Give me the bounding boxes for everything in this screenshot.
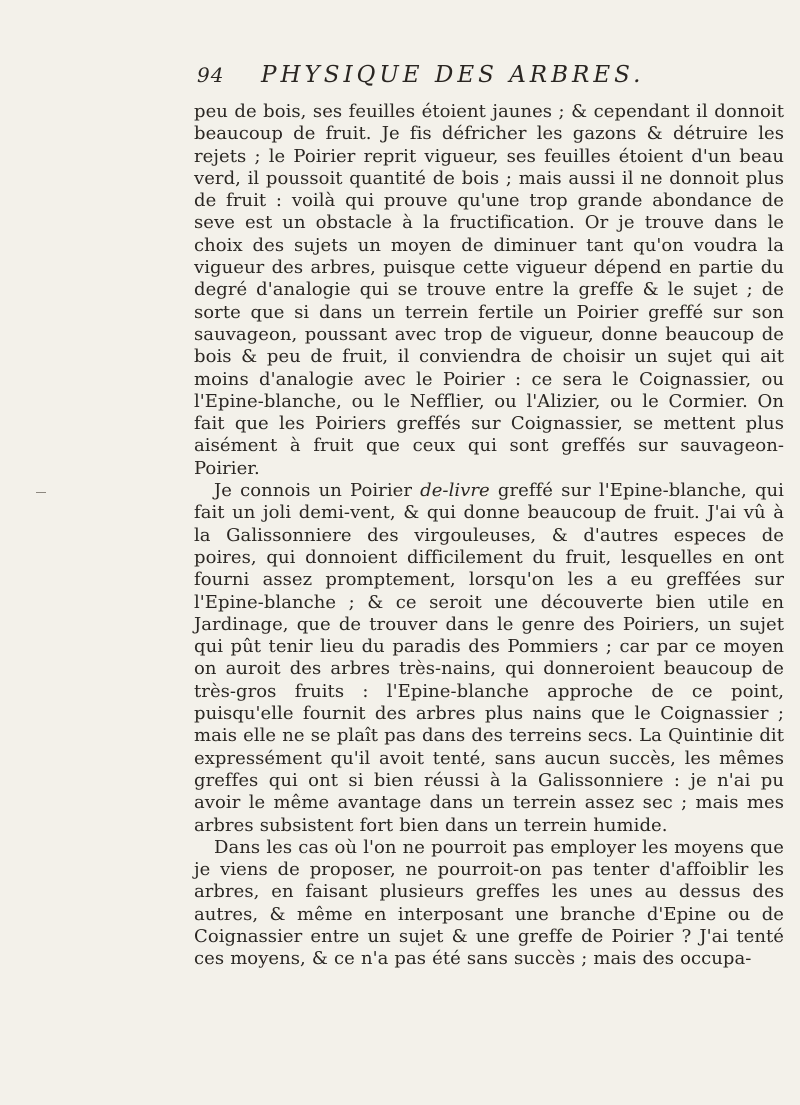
paragraph-text: Dans les cas où l'on ne pourroit pas employer les moyens que je viens de proposer, ne pourroit-on pas tenter d'affoiblir les arbres, en faisant plusieurs greffes les unes au dessus des autres, & même en interposant une branche d'Epine ou de Coignassier entre un sujet & une greffe de Poirier ? J'ai tenté ces moyens, & ce n'a pas été sans succès ; mais des occupa- [194,836,784,970]
paragraph-text: peu de bois, ses feuilles étoient jaunes ; & cependant il donnoit beaucoup de fruit. Je fis défricher les gazons & détruire les rejets ; le Poirier reprit vigueur, ses feuilles étoient d'un beau verd, il poussoit quantité de bois ; mais aussi il ne donnoit plus de fruit : voilà qui prouve qu'une trop grande abondance de seve est un obstacle à la fructification. Or je trouve dans le choix des sujets un moyen de diminuer tant qu'on voudra la vigueur des arbres, puisque cette vigueur dépend en partie du degré d'analogie qui se trouve entre la greffe & le sujet ; de sorte que si dans un terrein fertile un Poirier greffé sur son sauvageon, poussant avec trop de vigueur, donne beaucoup de bois & peu de fruit, il conviendra de choisir un sujet qui ait moins d'analogie avec le Poirier : ce sera le Coignassier, ou l'Epine-blanche, ou le Nefflier, ou l'Alizier, ou le Cormier. On fait que les Poiriers greffés sur Coignassier, se mettent plus aisément à fruit que ceux qui sont greffés sur sauvageon-Poirier. [194,101,784,479]
paragraph [194,480,784,837]
body-text [194,101,784,971]
page-header [197,62,782,98]
margin-mark [36,492,46,493]
running-head: PHYSIQUE DES ARBRES. [261,62,645,88]
paragraph-text: Je connois un Poirier [214,480,421,502]
paragraph [194,837,784,971]
paragraph-text: greffé sur l'Epine-blanche, qui fait un joli demi-vent, & qui donne beaucoup de fruit. J'ai vû à la Galissonniere des virgouleuses, & d'autres especes de poires, qui donnoient difficilement du fruit, lesquelles en ont fourni assez promptement, lorsqu'on les a eu greffées sur l'Epine-blanche ; & ce seroit une découverte bien utile en Jardinage, que de trouver dans le genre des Poiriers, un sujet qui pût tenir lieu du paradis des Pommiers ; car par ce moyen on auroit des arbres très-nains, qui donneroient beaucoup de très-gros fruits : l'Epine-blanche approche de ce point, puisqu'elle fournit des arbres plus nains que le Coignassier ; mais elle ne se plaît pas dans des terreins secs. La Quintinie dit expressément qu'il avoit tenté, sans aucun succès, les mêmes greffes qui ont si bien réussi à la Galissonniere : je n'ai pu avoir le même avantage dans un terrein assez sec ; mais mes arbres subsistent fort bien dans un terrein humide. [194,480,784,836]
page-number: 94 [197,63,225,87]
paragraph [194,101,784,480]
italic-variety-name: de-livre [420,480,490,502]
